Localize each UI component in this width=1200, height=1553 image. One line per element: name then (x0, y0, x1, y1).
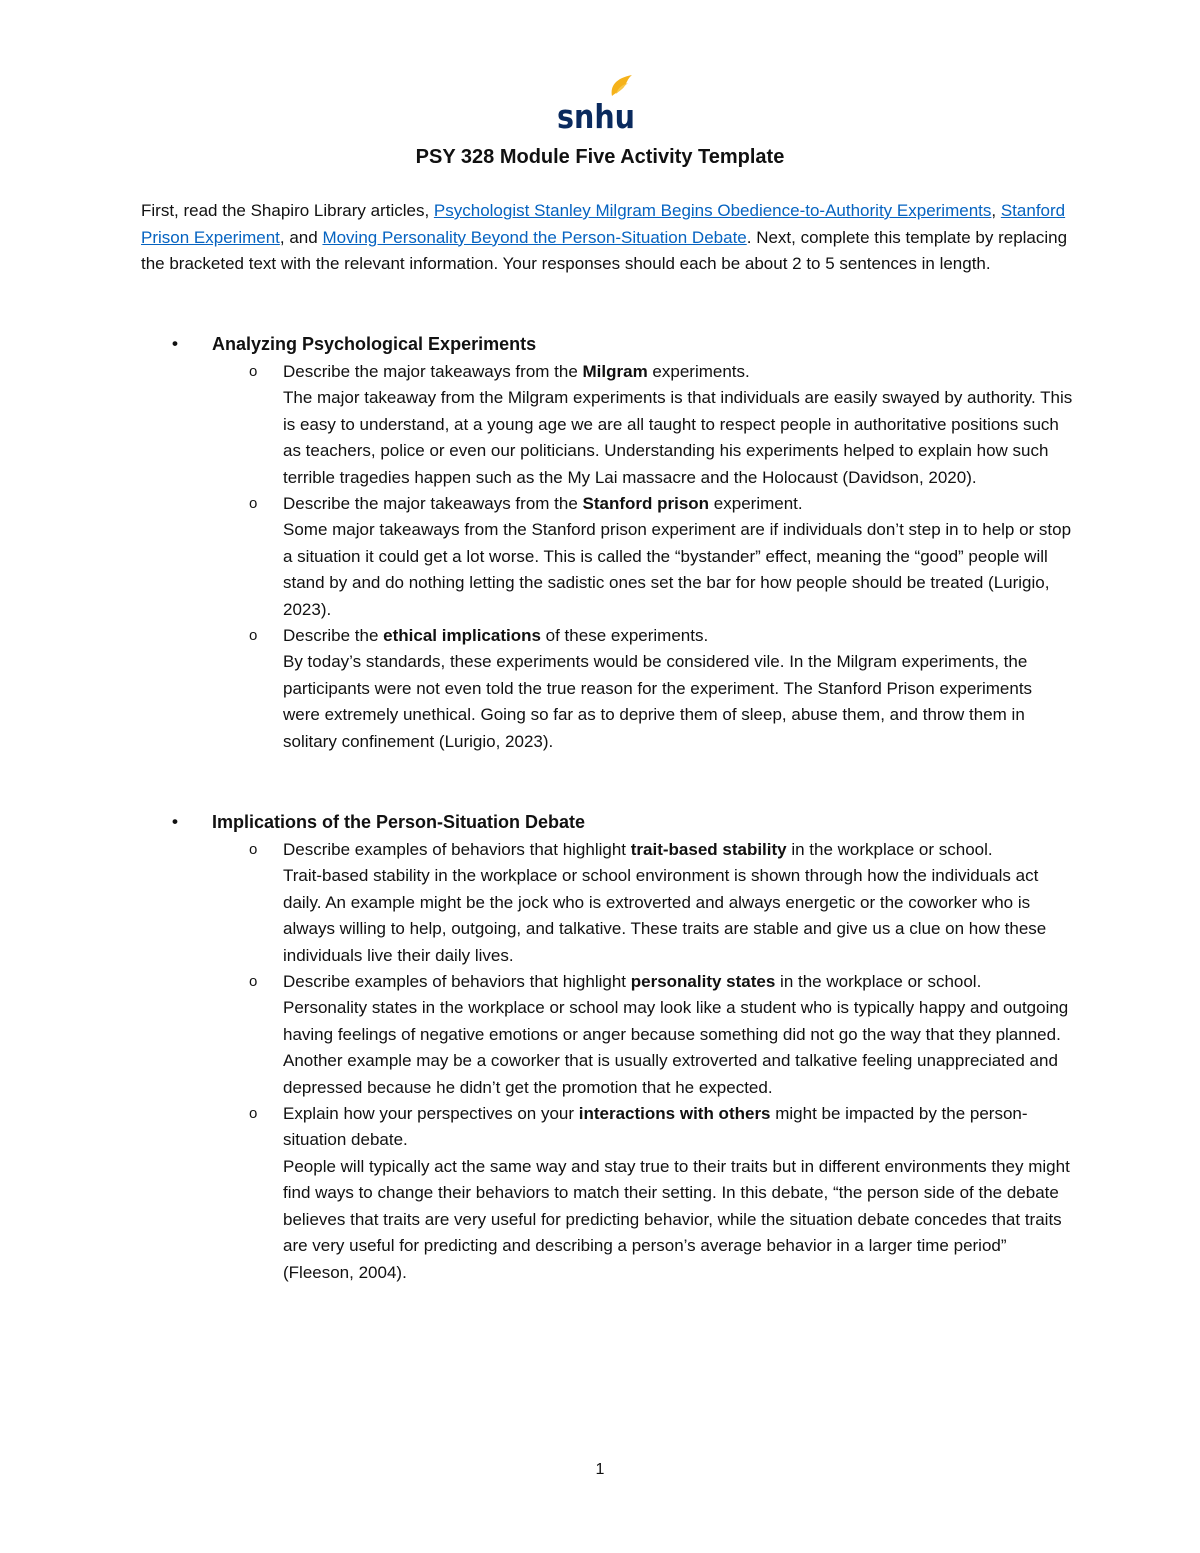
prompt-text: experiments. (647, 362, 750, 381)
section-heading (0, 329, 1200, 359)
list-item (0, 837, 1200, 969)
answer-text: The major takeaway from the Milgram experiments is that individuals are easily swayed by authority. This is easy to understand, at a young age we are all taught to respect people in authoritative positions such as teachers, police or even our politicians. Understanding his experiments helped to explain how such terrible tragedies happen such as the My Lai massacre and the Holocaust (Davidson, 2020). (283, 388, 1073, 487)
prompt-text: of these experiments. (540, 626, 709, 646)
intro-paragraph (141, 198, 1071, 278)
milgram-article-link[interactable]: Psychologist Stanley Milgram Begins Obedience-to-Authority Experiments (433, 201, 992, 220)
section-title: Analyzing Psychological Experiments (212, 334, 537, 354)
prompt-text: Describe the major takeaways from the (283, 494, 583, 514)
section-analyzing-experiments (0, 329, 1200, 755)
page-number: 1 (595, 1461, 605, 1478)
prompt-keyword: Stanford prison (582, 494, 710, 514)
prompt-text: Describe examples of behaviors that highlight (283, 972, 631, 992)
answer-text: Some major takeaways from the Stanford prison experiment are if individuals don’t step in to help or stop a situation it could get a lot worse. This is called the “bystander” effect, meaning the “good” people will stand by and do nothing letting the sadistic ones set the bar for how people should be treated (Lurigio, 2023). (283, 520, 1072, 619)
prompt-keyword: ethical implications (383, 626, 541, 646)
prompt-text: in the workplace or school. (786, 840, 993, 859)
sub-bullet-icon: o (249, 973, 258, 991)
answer-text: Trait-based stability in the workplace or school environment is shown through how the individuals act daily. An example might be the jock who is extroverted and always energetic or the coworker who is always willing to help, outgoing, and talkative. These traits are stable and give us a clue on how these individuals live their daily lives. (283, 866, 1047, 965)
flame-icon (612, 75, 632, 96)
person-situation-article-link[interactable]: Moving Personality Beyond the Person-Situation Debate (322, 227, 747, 247)
intro-text: . Next, complete this template by replacing the bracketed text with the relevant information. Your responses should each be about 2 to 5 sentences in length. (141, 227, 1068, 274)
intro-text: First, read the Shapiro Library articles, (141, 201, 434, 220)
section-title: Implications of the Person-Situation Debate (212, 812, 586, 832)
answer-text: People will typically act the same way and stay true to their traits but in different environments they might find ways to change their behaviors to match their setting. In this debate, “the person side of the debate believes that traits are very useful for predicting behavior, while the situation debate concedes that traits are very useful for predicting and describing a person’s average behavior in a larger time period” (Fleeson, 2004). (283, 1156, 1070, 1282)
section-heading (0, 807, 1200, 837)
sub-bullet-icon: o (249, 495, 258, 513)
prompt-keyword: trait-based stability (630, 840, 787, 859)
section-person-situation-debate (0, 807, 1200, 1286)
prompt-text: might be impacted by the person-situation debate. (283, 1104, 1028, 1150)
bullet-icon: • (172, 812, 178, 831)
sub-bullet-icon: o (249, 841, 258, 858)
list-item (0, 491, 1200, 623)
prompt-text: in the workplace or school. (775, 972, 982, 992)
sub-bullet-icon: o (249, 627, 258, 645)
prompt-text: Describe examples of behaviors that highlight (283, 840, 631, 859)
prompt-text: experiment. (709, 494, 803, 514)
snhu-logo-text: snhu (557, 97, 635, 136)
stanford-article-link[interactable]: Stanford Prison Experiment (141, 201, 1066, 247)
prompt-text: Explain how your perspectives on your (283, 1104, 579, 1124)
sub-bullet-icon: o (249, 363, 258, 380)
prompt-keyword: personality states (630, 972, 776, 992)
prompt-text: Describe the major takeaways from the (283, 362, 583, 381)
list-item (0, 359, 1200, 491)
document-title: PSY 328 Module Five Activity Template (415, 146, 785, 168)
sub-bullet-icon: o (249, 1105, 258, 1123)
answer-text: Personality states in the workplace or school may look like a student who is typically happy and outgoing having feelings of negative emotions or anger because something did not go the way that they planned. Another example may be a coworker that is usually extroverted and talkative feeling unappreciated and depressed because he didn’t get the promotion that he expected. (283, 998, 1069, 1097)
intro-text: , (991, 201, 1001, 220)
prompt-text: Describe the (283, 626, 384, 646)
list-item (0, 1101, 1200, 1286)
snhu-logo (556, 74, 638, 136)
list-item (0, 969, 1200, 1101)
intro-text: , and (279, 227, 323, 247)
prompt-keyword: interactions with others (578, 1104, 771, 1124)
bullet-icon: • (172, 334, 178, 353)
answer-text: By today’s standards, these experiments would be considered vile. In the Milgram experiments, the participants were not even told the true reason for the experiment. The Stanford Prison experiments were extremely unethical. Going so far as to deprive them of sleep, abuse them, and throw them in solitary confinement (Lurigio, 2023). (283, 652, 1033, 751)
prompt-keyword: Milgram (582, 362, 648, 381)
list-item (0, 623, 1200, 755)
